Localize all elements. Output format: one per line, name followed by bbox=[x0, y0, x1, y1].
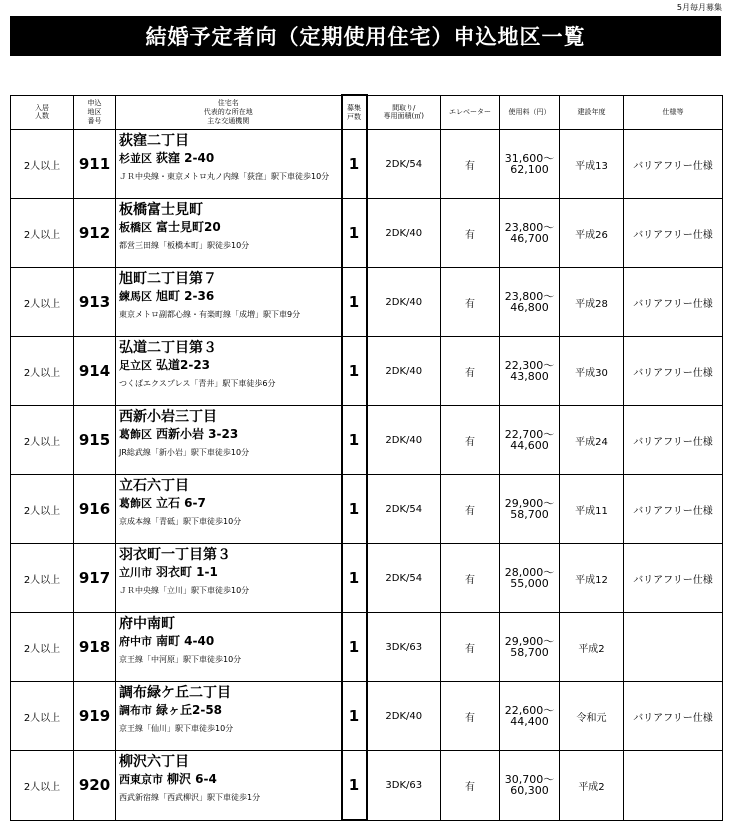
ward-name: 足立区 bbox=[119, 359, 152, 372]
housing-name: 板橋富士見町 bbox=[119, 202, 203, 218]
town-address: 柳沢 6-4 bbox=[167, 772, 217, 786]
build-year: 平成26 bbox=[560, 199, 624, 268]
fee-cell bbox=[500, 475, 560, 544]
recruit-count: 1 bbox=[342, 751, 367, 821]
location bbox=[119, 564, 341, 581]
fee-low: 22,600～ bbox=[504, 704, 555, 717]
transport-access: ＪＲ中央線「立川」駅下車徒歩10分 bbox=[119, 586, 250, 595]
fee-cell bbox=[500, 268, 560, 337]
location bbox=[119, 357, 341, 374]
fee-low: 22,300～ bbox=[504, 359, 555, 372]
elevator-cell: 有 bbox=[441, 544, 500, 613]
occupants-cell: 2人以上 bbox=[11, 268, 74, 337]
housing-name: 府中南町 bbox=[119, 616, 175, 632]
table-row bbox=[11, 682, 723, 751]
fee-low: 23,800～ bbox=[504, 290, 555, 303]
location bbox=[119, 150, 341, 167]
housing-name: 旭町二丁目第７ bbox=[119, 271, 217, 287]
spec-cell: バリアフリー仕様 bbox=[624, 406, 723, 475]
build-year: 平成28 bbox=[560, 268, 624, 337]
elevator-cell: 有 bbox=[441, 199, 500, 268]
elevator-cell: 有 bbox=[441, 268, 500, 337]
table-row bbox=[11, 130, 723, 199]
fee-cell bbox=[500, 199, 560, 268]
fee-low: 23,800～ bbox=[504, 221, 555, 234]
ward-name: 府中市 bbox=[119, 635, 152, 648]
layout-area: 3DK/63 bbox=[367, 751, 441, 821]
header-elevator: エレベーター bbox=[441, 95, 500, 130]
layout-area: 2DK/40 bbox=[367, 268, 441, 337]
transport-access: 京王線「中河原」駅下車徒歩10分 bbox=[119, 655, 242, 664]
header-fee: 使用料（円） bbox=[500, 95, 560, 130]
build-year: 平成2 bbox=[560, 751, 624, 821]
location bbox=[119, 633, 341, 650]
layout-area: 2DK/40 bbox=[367, 337, 441, 406]
fee-cell bbox=[500, 337, 560, 406]
fee-high: 60,300 bbox=[510, 784, 549, 798]
header-address: 住宅名 代表的な所在地 主な交通機関 bbox=[116, 95, 342, 130]
recruit-count: 1 bbox=[342, 130, 367, 199]
fee-low: 22,700～ bbox=[504, 428, 555, 441]
table-header-row bbox=[11, 95, 723, 130]
ward-name: 杉並区 bbox=[119, 152, 152, 165]
build-year: 令和元 bbox=[560, 682, 624, 751]
table-row bbox=[11, 406, 723, 475]
district-code: 918 bbox=[74, 613, 116, 682]
transport-access: ＪＲ中央線・東京メトロ丸ノ内線「荻窪」駅下車徒歩10分 bbox=[119, 172, 330, 181]
housing-name: 調布緑ケ丘二丁目 bbox=[119, 685, 231, 701]
location bbox=[119, 771, 341, 788]
build-year: 平成30 bbox=[560, 337, 624, 406]
address-cell bbox=[116, 268, 342, 337]
fee-high: 43,800 bbox=[510, 370, 549, 383]
address-cell bbox=[116, 337, 342, 406]
fee-high: 46,800 bbox=[510, 301, 549, 314]
header-occupants: 入居 人数 bbox=[11, 95, 74, 130]
location bbox=[119, 426, 341, 443]
occupants-cell: 2人以上 bbox=[11, 130, 74, 199]
recruit-count: 1 bbox=[342, 337, 367, 406]
housing-name: 荻窪二丁目 bbox=[119, 133, 189, 149]
build-year: 平成2 bbox=[560, 613, 624, 682]
header-layout: 間取り/ 専用面積(㎡) bbox=[367, 95, 441, 130]
fee-high: 44,400 bbox=[510, 715, 549, 728]
build-year: 平成12 bbox=[560, 544, 624, 613]
fee-low: 28,000～ bbox=[504, 566, 555, 579]
transport-access: 京王線「仙川」駅下車徒歩10分 bbox=[119, 724, 234, 733]
recruit-count: 1 bbox=[342, 682, 367, 751]
spec-cell: バリアフリー仕様 bbox=[624, 130, 723, 199]
elevator-cell: 有 bbox=[441, 751, 500, 821]
build-year: 平成24 bbox=[560, 406, 624, 475]
district-code: 915 bbox=[74, 406, 116, 475]
occupants-cell: 2人以上 bbox=[11, 199, 74, 268]
table-row bbox=[11, 337, 723, 406]
fee-high: 46,700 bbox=[510, 232, 549, 245]
recruit-count: 1 bbox=[342, 268, 367, 337]
fee-cell bbox=[500, 544, 560, 613]
district-code: 913 bbox=[74, 268, 116, 337]
transport-access: 都営三田線「板橋本町」駅徒歩10分 bbox=[119, 241, 250, 250]
spec-cell: バリアフリー仕様 bbox=[624, 544, 723, 613]
district-code: 911 bbox=[74, 130, 116, 199]
occupants-cell: 2人以上 bbox=[11, 544, 74, 613]
address-cell bbox=[116, 751, 342, 821]
header-spec: 仕様等 bbox=[624, 95, 723, 130]
recruit-count: 1 bbox=[342, 544, 367, 613]
housing-name: 羽衣町一丁目第３ bbox=[119, 547, 231, 563]
address-cell bbox=[116, 406, 342, 475]
occupants-cell: 2人以上 bbox=[11, 406, 74, 475]
build-year: 平成11 bbox=[560, 475, 624, 544]
elevator-cell: 有 bbox=[441, 406, 500, 475]
address-cell bbox=[116, 613, 342, 682]
layout-area: 2DK/40 bbox=[367, 682, 441, 751]
fee-high: 55,000 bbox=[510, 577, 549, 590]
header-year: 建設年度 bbox=[560, 95, 624, 130]
fee-cell bbox=[500, 406, 560, 475]
housing-name: 柳沢六丁目 bbox=[119, 754, 189, 770]
table-row bbox=[11, 613, 723, 682]
ward-name: 板橋区 bbox=[119, 221, 152, 234]
fee-low: 29,900～ bbox=[504, 635, 555, 648]
town-address: 立石 6-7 bbox=[156, 496, 206, 510]
elevator-cell: 有 bbox=[441, 130, 500, 199]
fee-high: 58,700 bbox=[510, 508, 549, 521]
layout-area: 3DK/63 bbox=[367, 613, 441, 682]
fee-high: 58,700 bbox=[510, 646, 549, 659]
spec-cell: バリアフリー仕様 bbox=[624, 682, 723, 751]
location bbox=[119, 219, 341, 236]
spec-cell: バリアフリー仕様 bbox=[624, 337, 723, 406]
town-address: 西新小岩 3-23 bbox=[156, 427, 239, 441]
town-address: 荻窪 2-40 bbox=[156, 151, 215, 165]
fee-cell bbox=[500, 130, 560, 199]
spec-cell bbox=[624, 751, 723, 821]
ward-name: 西東京市 bbox=[119, 773, 163, 786]
town-address: 南町 4-40 bbox=[156, 634, 215, 648]
district-code: 917 bbox=[74, 544, 116, 613]
fee-cell bbox=[500, 613, 560, 682]
layout-area: 2DK/54 bbox=[367, 475, 441, 544]
spec-cell bbox=[624, 613, 723, 682]
occupants-cell: 2人以上 bbox=[11, 613, 74, 682]
spec-cell: バリアフリー仕様 bbox=[624, 268, 723, 337]
occupants-cell: 2人以上 bbox=[11, 751, 74, 821]
address-cell bbox=[116, 130, 342, 199]
elevator-cell: 有 bbox=[441, 475, 500, 544]
transport-access: JR総武線「新小岩」駅下車徒歩10分 bbox=[119, 448, 250, 457]
occupants-cell: 2人以上 bbox=[11, 337, 74, 406]
address-cell bbox=[116, 682, 342, 751]
district-code: 914 bbox=[74, 337, 116, 406]
recruit-count: 1 bbox=[342, 475, 367, 544]
spec-cell: バリアフリー仕様 bbox=[624, 475, 723, 544]
location bbox=[119, 288, 341, 305]
header-recruit: 募集 戸数 bbox=[342, 95, 367, 130]
transport-access: 東京メトロ副都心線・有楽町線「成増」駅下車9分 bbox=[119, 310, 301, 319]
district-code: 920 bbox=[74, 751, 116, 821]
occupants-cell: 2人以上 bbox=[11, 475, 74, 544]
location bbox=[119, 495, 341, 512]
header-code: 申込 地区 番号 bbox=[74, 95, 116, 130]
table-row bbox=[11, 544, 723, 613]
housing-name: 立石六丁目 bbox=[119, 478, 189, 494]
fee-cell bbox=[500, 682, 560, 751]
ward-name: 立川市 bbox=[119, 566, 152, 579]
transport-access: 西武新宿線「西武柳沢」駅下車徒歩1分 bbox=[119, 793, 261, 802]
district-code: 916 bbox=[74, 475, 116, 544]
recruit-count: 1 bbox=[342, 406, 367, 475]
elevator-cell: 有 bbox=[441, 682, 500, 751]
table-row bbox=[11, 199, 723, 268]
housing-name: 西新小岩三丁目 bbox=[119, 409, 217, 425]
fee-cell bbox=[500, 751, 560, 821]
address-cell bbox=[116, 475, 342, 544]
listing-table bbox=[10, 94, 723, 821]
layout-area: 2DK/40 bbox=[367, 406, 441, 475]
table-row bbox=[11, 751, 723, 821]
ward-name: 調布市 bbox=[119, 704, 152, 717]
town-address: 羽衣町 1-1 bbox=[156, 565, 218, 579]
recruit-count: 1 bbox=[342, 613, 367, 682]
address-cell bbox=[116, 544, 342, 613]
town-address: 富士見町20 bbox=[156, 220, 221, 234]
town-address: 旭町 2-36 bbox=[156, 289, 215, 303]
location bbox=[119, 702, 341, 719]
elevator-cell: 有 bbox=[441, 613, 500, 682]
occupants-cell: 2人以上 bbox=[11, 682, 74, 751]
ward-name: 練馬区 bbox=[119, 290, 152, 303]
transport-access: つくばエクスプレス「青井」駅下車徒歩6分 bbox=[119, 379, 276, 388]
table-row bbox=[11, 268, 723, 337]
transport-access: 京成本線「青砥」駅下車徒歩10分 bbox=[119, 517, 242, 526]
town-address: 弘道2-23 bbox=[156, 358, 211, 372]
layout-area: 2DK/54 bbox=[367, 544, 441, 613]
housing-name: 弘道二丁目第３ bbox=[119, 340, 217, 356]
recruit-count: 1 bbox=[342, 199, 367, 268]
fee-high: 62,100 bbox=[510, 163, 549, 176]
fee-low: 31,600～ bbox=[504, 152, 555, 165]
ward-name: 葛飾区 bbox=[119, 428, 152, 441]
layout-area: 2DK/54 bbox=[367, 130, 441, 199]
town-address: 緑ヶ丘2-58 bbox=[156, 703, 223, 717]
district-code: 912 bbox=[74, 199, 116, 268]
ward-name: 葛飾区 bbox=[119, 497, 152, 510]
build-year: 平成13 bbox=[560, 130, 624, 199]
fee-low: 29,900～ bbox=[504, 497, 555, 510]
page-title: 結婚予定者向（定期使用住宅）申込地区一覧 bbox=[10, 16, 721, 56]
table-row bbox=[11, 475, 723, 544]
fee-low: 30,700～ bbox=[504, 773, 555, 787]
spec-cell: バリアフリー仕様 bbox=[624, 199, 723, 268]
address-cell bbox=[116, 199, 342, 268]
recruitment-note: 5月毎月募集 bbox=[676, 3, 722, 12]
fee-high: 44,600 bbox=[510, 439, 549, 452]
layout-area: 2DK/40 bbox=[367, 199, 441, 268]
elevator-cell: 有 bbox=[441, 337, 500, 406]
district-code: 919 bbox=[74, 682, 116, 751]
